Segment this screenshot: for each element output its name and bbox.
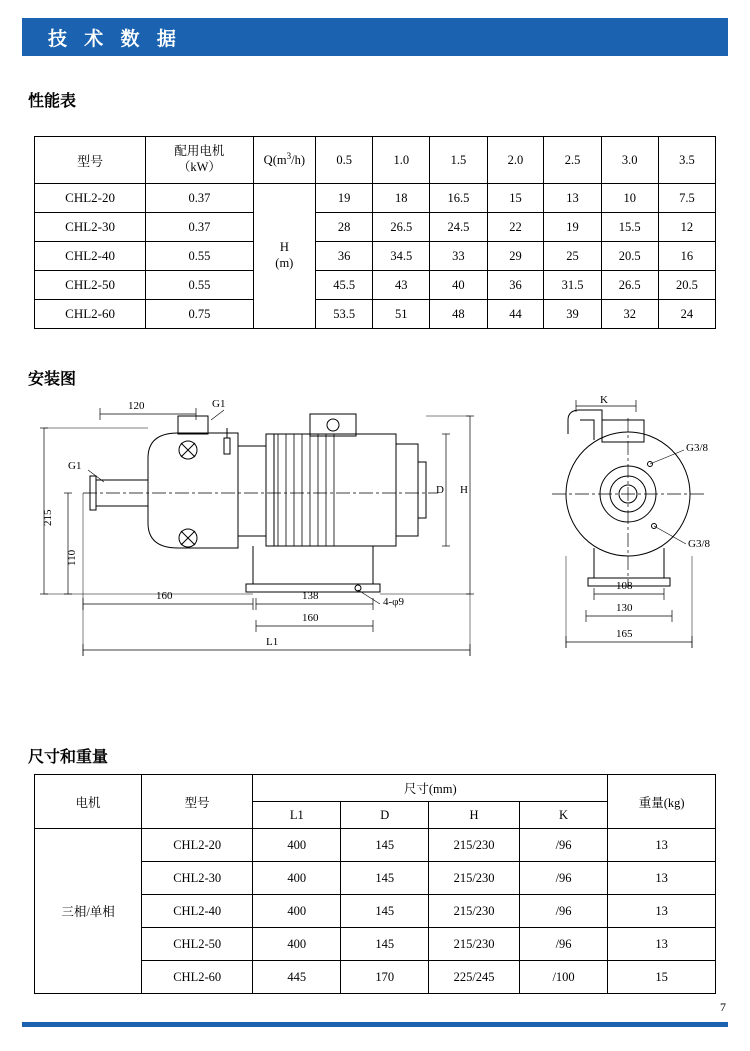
head-value: 16: [658, 242, 715, 271]
installation-drawing: [28, 394, 722, 688]
row-l1: 400: [253, 862, 341, 895]
row-motor: 0.75: [146, 300, 253, 329]
head-value: 36: [316, 242, 373, 271]
label-g1-left: G1: [68, 460, 82, 472]
flow-value-2: 1.5: [430, 137, 487, 184]
dimensions-table: [34, 774, 716, 994]
header-head-unit: [253, 184, 315, 329]
row-h: 225/245: [429, 961, 520, 994]
row-h: 215/230: [429, 862, 520, 895]
head-value: 20.5: [658, 271, 715, 300]
header-l1: L1: [253, 802, 341, 829]
row-model: CHL2-50: [142, 928, 253, 961]
row-d: 145: [341, 928, 429, 961]
header-motor-line2: （kW）: [177, 160, 221, 174]
row-k: /96: [519, 862, 607, 895]
head-value: 22: [487, 213, 544, 242]
row-motor: 0.37: [146, 184, 253, 213]
head-value: 19: [544, 213, 601, 242]
head-value: 53.5: [316, 300, 373, 329]
row-motor: 0.37: [146, 213, 253, 242]
dim-label-165: 165: [616, 628, 633, 640]
row-model: CHL2-60: [142, 961, 253, 994]
row-d: 170: [341, 961, 429, 994]
header-motor-line1: 配用电机: [174, 144, 225, 159]
row-d: 145: [341, 895, 429, 928]
head-value: 45.5: [316, 271, 373, 300]
section-title-dimensions: 尺寸和重量: [28, 749, 109, 766]
head-value: 31.5: [544, 271, 601, 300]
head-value: 12: [658, 213, 715, 242]
dim-label-108: 108: [616, 580, 633, 592]
section-title-performance: 性能表: [28, 93, 77, 110]
dim-label-160-lower: 160: [302, 612, 319, 624]
row-weight: 13: [608, 829, 716, 862]
row-h: 215/230: [429, 928, 520, 961]
row-h: 215/230: [429, 895, 520, 928]
head-unit: (m): [275, 256, 294, 270]
page-title: 技 术 数 据: [48, 28, 182, 50]
row-weight: 13: [608, 928, 716, 961]
header-banner: [22, 18, 728, 56]
row-k: /96: [519, 895, 607, 928]
row-k: /96: [519, 928, 607, 961]
header-motor: 电机: [35, 775, 142, 829]
flow-value-0: 0.5: [316, 137, 373, 184]
head-value: 26.5: [373, 213, 430, 242]
header-h: H: [429, 802, 520, 829]
header-model: 型号: [142, 775, 253, 829]
flow-value-1: 1.0: [373, 137, 430, 184]
head-value: 18: [373, 184, 430, 213]
head-value: 13: [544, 184, 601, 213]
flow-value-3: 2.0: [487, 137, 544, 184]
head-value: 28: [316, 213, 373, 242]
dim-label-120: 120: [128, 400, 145, 412]
table-header-row: [35, 137, 716, 184]
page-number: 7: [720, 1000, 726, 1014]
header-flow-suffix: /h): [291, 153, 305, 168]
performance-table: [34, 136, 716, 329]
header-k: K: [519, 802, 607, 829]
footer-rule: [22, 1022, 728, 1027]
head-value: 20.5: [601, 242, 658, 271]
table-row: [35, 300, 716, 329]
row-model: CHL2-60: [35, 300, 146, 329]
row-l1: 400: [253, 895, 341, 928]
label-g1-top: G1: [212, 398, 226, 410]
header-flow-prefix: Q(m: [263, 153, 287, 168]
header-flow: [253, 137, 315, 184]
header-weight: 重量(kg): [608, 775, 716, 829]
row-weight: 13: [608, 862, 716, 895]
section-title-install: 安装图: [28, 371, 77, 388]
row-k: /100: [519, 961, 607, 994]
head-value: 10: [601, 184, 658, 213]
row-l1: 400: [253, 928, 341, 961]
head-value: 51: [373, 300, 430, 329]
dim-label-L1: L1: [266, 636, 279, 648]
dim-label-160-upper: 160: [156, 590, 173, 602]
row-d: 145: [341, 862, 429, 895]
label-g38-bottom: G3/8: [688, 538, 710, 550]
header-size-group: 尺寸(mm): [253, 775, 608, 802]
flow-value-4: 2.5: [544, 137, 601, 184]
head-value: 33: [430, 242, 487, 271]
head-value: 26.5: [601, 271, 658, 300]
dim-label-110: 110: [66, 549, 78, 566]
head-value: 19: [316, 184, 373, 213]
row-model: CHL2-30: [35, 213, 146, 242]
dim-label-D: D: [436, 484, 444, 496]
head-value: 7.5: [658, 184, 715, 213]
table-row: [35, 242, 716, 271]
head-value: 24.5: [430, 213, 487, 242]
row-motor: 0.55: [146, 271, 253, 300]
row-weight: 13: [608, 895, 716, 928]
dim-label-130: 130: [616, 602, 633, 614]
head-value: 43: [373, 271, 430, 300]
head-symbol: H: [279, 240, 289, 255]
head-value: 40: [430, 271, 487, 300]
row-model: CHL2-40: [35, 242, 146, 271]
row-l1: 445: [253, 961, 341, 994]
header-d: D: [341, 802, 429, 829]
row-model: CHL2-20: [142, 829, 253, 862]
row-model: CHL2-20: [35, 184, 146, 213]
head-value: 29: [487, 242, 544, 271]
dim-label-H: H: [460, 484, 468, 496]
head-value: 24: [658, 300, 715, 329]
row-model: CHL2-30: [142, 862, 253, 895]
head-value: 25: [544, 242, 601, 271]
row-h: 215/230: [429, 829, 520, 862]
header-flow-sup: 3: [286, 151, 292, 162]
row-l1: 400: [253, 829, 341, 862]
dim-label-138: 138: [302, 590, 319, 602]
header-motor: [146, 137, 253, 184]
flow-value-5: 3.0: [601, 137, 658, 184]
motor-type-value: 三相/单相: [35, 829, 142, 994]
table-header-row: [35, 775, 716, 802]
row-model: CHL2-40: [142, 895, 253, 928]
label-g38-top: G3/8: [686, 442, 708, 454]
dim-label-215: 215: [42, 509, 54, 526]
row-d: 145: [341, 829, 429, 862]
table-row: [35, 213, 716, 242]
table-row: [35, 829, 716, 862]
row-weight: 15: [608, 961, 716, 994]
flow-value-6: 3.5: [658, 137, 715, 184]
row-motor: 0.55: [146, 242, 253, 271]
head-value: 36: [487, 271, 544, 300]
table-row: [35, 271, 716, 300]
head-value: 16.5: [430, 184, 487, 213]
head-value: 15: [487, 184, 544, 213]
header-model: 型号: [35, 137, 146, 184]
head-value: 48: [430, 300, 487, 329]
row-k: /96: [519, 829, 607, 862]
head-value: 15.5: [601, 213, 658, 242]
row-model: CHL2-50: [35, 271, 146, 300]
head-value: 34.5: [373, 242, 430, 271]
head-value: 32: [601, 300, 658, 329]
dim-label-holes: 4-φ9: [383, 596, 405, 608]
drawing-svg: [28, 398, 722, 688]
dim-label-K: K: [600, 394, 608, 406]
head-value: 44: [487, 300, 544, 329]
head-value: 39: [544, 300, 601, 329]
table-row: [35, 184, 716, 213]
